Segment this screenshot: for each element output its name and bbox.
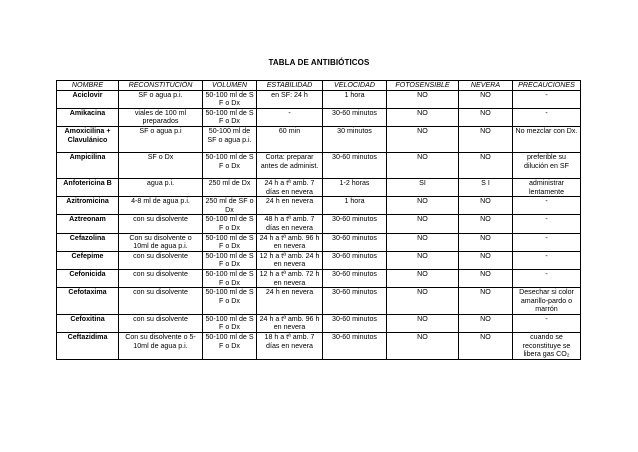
- cell-velocidad: 30-60 minutos: [323, 333, 387, 360]
- cell-precauciones: No mezclar con Dx.: [513, 126, 581, 152]
- cell-precauciones: -: [513, 90, 581, 108]
- cell-nombre: Cefonicida: [57, 269, 119, 287]
- cell-estabilidad: 24 h a tª amb. 96 h en nevera: [257, 314, 323, 332]
- cell-nombre: Cefoxitina: [57, 314, 119, 332]
- cell-volumen: 50-100 ml de S F o Dx: [203, 108, 257, 126]
- table-row: [57, 288, 581, 315]
- table-row: [57, 269, 581, 287]
- cell-precauciones: -: [513, 233, 581, 251]
- cell-estabilidad: 18 h a tª amb. 7 días en nevera: [257, 333, 323, 360]
- cell-reconstitucion: con su disolvente: [119, 314, 203, 332]
- cell-fotosensible: NO: [387, 333, 459, 360]
- cell-nevera: NO: [459, 251, 513, 269]
- cell-volumen: 50-100 ml de S F o Dx: [203, 215, 257, 233]
- cell-velocidad: 30 minutos: [323, 126, 387, 152]
- cell-nombre: Ceftazidima: [57, 333, 119, 360]
- antibiotics-table: [56, 80, 581, 360]
- cell-nevera: NO: [459, 90, 513, 108]
- cell-nevera: NO: [459, 152, 513, 178]
- cell-volumen: 50-100 ml de S F o Dx: [203, 251, 257, 269]
- cell-reconstitucion: con su disolvente: [119, 215, 203, 233]
- cell-fotosensible: SI: [387, 178, 459, 196]
- cell-fotosensible: NO: [387, 251, 459, 269]
- cell-volumen: 50-100 ml de S F o Dx: [203, 90, 257, 108]
- cell-reconstitucion: SF o agua p.i: [119, 126, 203, 152]
- cell-precauciones: preferible su dilución en SF: [513, 152, 581, 178]
- cell-fotosensible: NO: [387, 90, 459, 108]
- cell-fotosensible: NO: [387, 269, 459, 287]
- cell-fotosensible: NO: [387, 152, 459, 178]
- cell-nombre: Cefazolina: [57, 233, 119, 251]
- cell-precauciones: -: [513, 108, 581, 126]
- header-nevera: NEVERA: [459, 81, 513, 91]
- table-row: [57, 152, 581, 178]
- cell-velocidad: 30-60 minutos: [323, 152, 387, 178]
- cell-fotosensible: NO: [387, 126, 459, 152]
- header-reconstitucion: RECONSTITUCIÓN: [119, 81, 203, 91]
- cell-reconstitucion: con su disolvente: [119, 269, 203, 287]
- cell-reconstitucion: 4-8 ml de agua p.i.: [119, 197, 203, 215]
- header-precauciones: PRECAUCIONES: [513, 81, 581, 91]
- cell-fotosensible: NO: [387, 215, 459, 233]
- cell-velocidad: 1 hora: [323, 90, 387, 108]
- cell-estabilidad: 24 h en nevera: [257, 288, 323, 315]
- cell-nevera: NO: [459, 233, 513, 251]
- table-row: [57, 178, 581, 196]
- cell-nevera: NO: [459, 108, 513, 126]
- table-row: [57, 333, 581, 360]
- cell-precauciones: -: [513, 314, 581, 332]
- table-row: [57, 126, 581, 152]
- cell-nombre: Aztreonam: [57, 215, 119, 233]
- cell-fotosensible: NO: [387, 288, 459, 315]
- document-title: TABLA DE ANTIBIÓTICOS: [268, 58, 370, 67]
- cell-nombre: Cefepime: [57, 251, 119, 269]
- header-estabilidad: ESTABILIDAD: [257, 81, 323, 91]
- cell-volumen: 50-100 ml de SF o agua p.i.: [203, 126, 257, 152]
- cell-velocidad: 30-60 minutos: [323, 233, 387, 251]
- cell-precauciones: -: [513, 197, 581, 215]
- cell-nevera: NO: [459, 269, 513, 287]
- header-nombre: NOMBRE: [57, 81, 119, 91]
- cell-precauciones: Desechar si color amarillo-pardo o marrón: [513, 288, 581, 315]
- cell-nevera: NO: [459, 314, 513, 332]
- table-row: [57, 233, 581, 251]
- cell-volumen: 250 ml de Dx: [203, 178, 257, 196]
- table-row: [57, 314, 581, 332]
- cell-velocidad: 30-60 minutos: [323, 288, 387, 315]
- cell-precauciones: administrar lentamente: [513, 178, 581, 196]
- header-velocidad: VELOCIDAD: [323, 81, 387, 91]
- cell-reconstitucion: viales de 100 ml preparados: [119, 108, 203, 126]
- header-fotosensible: FOTOSENSIBLE: [387, 81, 459, 91]
- cell-volumen: 50-100 ml de S F o Dx: [203, 314, 257, 332]
- cell-nombre: Amoxicilina + Clavulánico: [57, 126, 119, 152]
- cell-estabilidad: 48 h a tª amb. 7 días en nevera: [257, 215, 323, 233]
- cell-volumen: 50-100 ml de S F o Dx: [203, 233, 257, 251]
- cell-volumen: 250 ml de SF o Dx: [203, 197, 257, 215]
- cell-velocidad: 30-60 minutos: [323, 215, 387, 233]
- cell-reconstitucion: SF o agua p.i.: [119, 90, 203, 108]
- cell-precauciones: cuando se reconstituye se libera gas CO₂: [513, 333, 581, 360]
- header-row: [57, 81, 581, 91]
- cell-precauciones: -: [513, 251, 581, 269]
- table-row: [57, 215, 581, 233]
- cell-estabilidad: en SF: 24 h: [257, 90, 323, 108]
- cell-reconstitucion: Con su disolvente o 10ml de agua p.i.: [119, 233, 203, 251]
- table-row: [57, 197, 581, 215]
- cell-nevera: NO: [459, 197, 513, 215]
- cell-velocidad: 30-60 minutos: [323, 251, 387, 269]
- cell-nevera: S I: [459, 178, 513, 196]
- cell-estabilidad: 60 min: [257, 126, 323, 152]
- cell-estabilidad: 24 h a tª amb. 96 h en nevera: [257, 233, 323, 251]
- cell-volumen: 50-100 ml de S F o Dx: [203, 152, 257, 178]
- cell-fotosensible: NO: [387, 314, 459, 332]
- cell-nevera: NO: [459, 288, 513, 315]
- cell-estabilidad: 24 h en nevera: [257, 197, 323, 215]
- cell-nevera: NO: [459, 126, 513, 152]
- cell-estabilidad: 12 h a tª amb. 72 h en nevera: [257, 269, 323, 287]
- cell-reconstitucion: SF o Dx: [119, 152, 203, 178]
- cell-nevera: NO: [459, 333, 513, 360]
- cell-nombre: Ampicilina: [57, 152, 119, 178]
- cell-velocidad: 1 hora: [323, 197, 387, 215]
- cell-velocidad: 30-60 minutos: [323, 269, 387, 287]
- table-row: [57, 251, 581, 269]
- cell-estabilidad: 12 h a tª amb. 24 h en nevera: [257, 251, 323, 269]
- cell-estabilidad: -: [257, 108, 323, 126]
- cell-nombre: Anfotericina B: [57, 178, 119, 196]
- cell-nombre: Cefotaxima: [57, 288, 119, 315]
- cell-reconstitucion: con su disolvente: [119, 251, 203, 269]
- cell-nombre: Azitromicina: [57, 197, 119, 215]
- cell-precauciones: -: [513, 269, 581, 287]
- cell-precauciones: -: [513, 215, 581, 233]
- cell-velocidad: 1-2 horas: [323, 178, 387, 196]
- cell-reconstitucion: con su disolvente: [119, 288, 203, 315]
- cell-nombre: Aciclovir: [57, 90, 119, 108]
- cell-fotosensible: NO: [387, 197, 459, 215]
- cell-reconstitucion: agua p.i.: [119, 178, 203, 196]
- cell-volumen: 50-100 ml de S F o Dx: [203, 333, 257, 360]
- cell-fotosensible: NO: [387, 233, 459, 251]
- cell-velocidad: 30-60 minutos: [323, 108, 387, 126]
- cell-estabilidad: 24 h a tª amb. 7 días en nevera: [257, 178, 323, 196]
- cell-volumen: 50-100 ml de S F o Dx: [203, 269, 257, 287]
- cell-estabilidad: Corta: preparar antes de administ.: [257, 152, 323, 178]
- cell-nombre: Amikacina: [57, 108, 119, 126]
- cell-nevera: NO: [459, 215, 513, 233]
- cell-fotosensible: NO: [387, 108, 459, 126]
- header-volumen: VOLUMEN: [203, 81, 257, 91]
- cell-volumen: 50-100 ml de S F o Dx: [203, 288, 257, 315]
- table-row: [57, 90, 581, 108]
- cell-reconstitucion: Con su disolvente o 5-10ml de agua p.i.: [119, 333, 203, 360]
- table-row: [57, 108, 581, 126]
- cell-velocidad: 30-60 minutos: [323, 314, 387, 332]
